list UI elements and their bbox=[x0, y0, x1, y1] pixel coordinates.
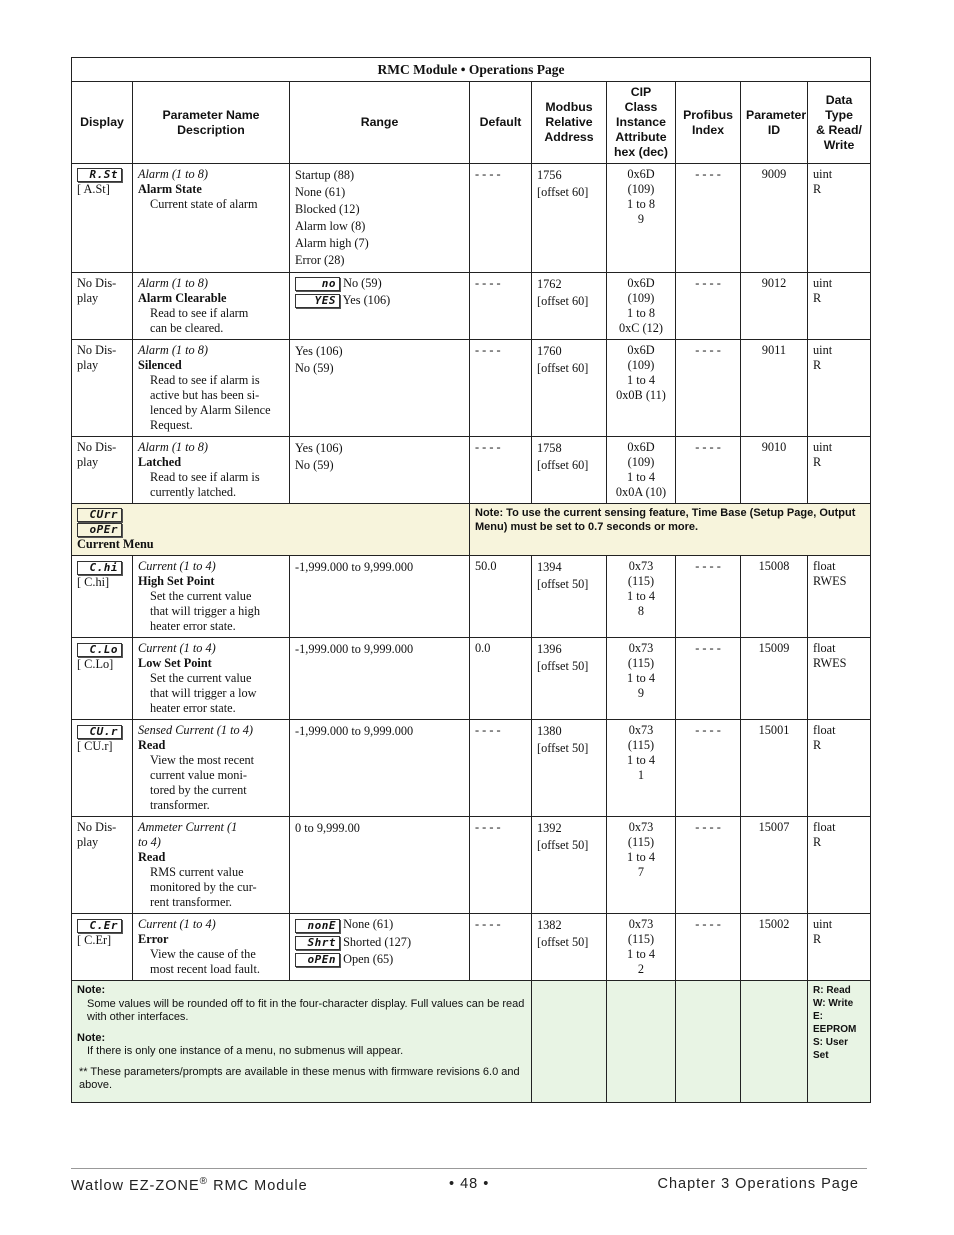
lcd-wrap bbox=[77, 559, 127, 574]
range-text: -1,999.000 to 9,999.000 bbox=[295, 642, 414, 657]
header-profibus-text: Profibus Index bbox=[683, 107, 733, 137]
lcd-wrap bbox=[77, 917, 127, 932]
default-cell: - - - - bbox=[470, 273, 532, 340]
data-type-cell: float RWES bbox=[808, 638, 871, 720]
header-range: Range bbox=[290, 82, 470, 164]
display-cell bbox=[72, 914, 133, 981]
range-text: Startup (88) None (61) Blocked (12) Alarm low (8) Alarm high (7) Error (28) bbox=[295, 168, 369, 267]
range-option-text: Yes (106) bbox=[340, 293, 391, 308]
profibus-cell: - - - - bbox=[676, 720, 741, 817]
range-option bbox=[295, 935, 464, 950]
cip-cell: 0x73 (115) 1 to 4 7 bbox=[607, 817, 676, 914]
param-id-cell: 9011 bbox=[741, 340, 808, 437]
operations-table bbox=[71, 57, 871, 1103]
footer-left bbox=[71, 1176, 308, 1194]
param-cell bbox=[133, 164, 290, 273]
range-cell bbox=[290, 164, 470, 273]
param-desc: Current state of alarm bbox=[150, 197, 258, 211]
param-cell bbox=[133, 273, 290, 340]
display-cell bbox=[72, 437, 133, 504]
display-text: No Dis- play bbox=[77, 276, 117, 305]
header-cip-text: CIP Class Instance Attribute hex (dec) bbox=[614, 85, 668, 159]
range-text: Yes (106) No (59) bbox=[295, 441, 343, 472]
range-text: -1,999.000 to 9,999.000 bbox=[295, 724, 414, 739]
default-cell: - - - - bbox=[470, 340, 532, 437]
param-id-cell: 9009 bbox=[741, 164, 808, 273]
param-context: Alarm (1 to 8) bbox=[138, 440, 209, 454]
lcd-option: oPEn bbox=[295, 953, 340, 967]
param-desc: RMS current value monitored by the cur- rent transformer. bbox=[150, 865, 257, 910]
default-cell: - - - - bbox=[470, 164, 532, 273]
display-cell bbox=[72, 556, 133, 638]
param-name: Low Set Point bbox=[138, 656, 212, 671]
cip-cell: 0x6D (109) 1 to 8 9 bbox=[607, 164, 676, 273]
modbus-cell: 1392 [offset 50] bbox=[532, 817, 607, 914]
range-text: 0 to 9,999.00 bbox=[295, 821, 360, 836]
header-data-type-text: Data Type & Read/ Write bbox=[816, 92, 862, 152]
display-cell bbox=[72, 638, 133, 720]
lcd-wrap bbox=[77, 723, 127, 738]
lcd-curr: CUrr bbox=[77, 508, 122, 522]
range-text: -1,999.000 to 9,999.000 bbox=[295, 560, 414, 575]
cip-cell: 0x73 (115) 1 to 4 9 bbox=[607, 638, 676, 720]
profibus-cell: - - - - bbox=[676, 340, 741, 437]
range-cell bbox=[290, 638, 470, 720]
data-type-cell: uint R bbox=[808, 164, 871, 273]
param-id-cell: 15009 bbox=[741, 638, 808, 720]
footer-brand: Watlow EZ-ZONE bbox=[71, 1177, 200, 1194]
notes-blank-4 bbox=[741, 981, 808, 1103]
lcd-display: C.hi bbox=[77, 561, 122, 575]
header-profibus bbox=[676, 82, 741, 164]
cip-cell: 0x6D (109) 1 to 4 0x0B (11) bbox=[607, 340, 676, 437]
header-default: Default bbox=[470, 82, 532, 164]
default-cell: - - - - bbox=[470, 817, 532, 914]
display-text: [ CU.r] bbox=[77, 738, 113, 753]
modbus-cell: 1762 [offset 60] bbox=[532, 273, 607, 340]
header-data-type bbox=[808, 82, 871, 164]
header-cip bbox=[607, 82, 676, 164]
param-cell bbox=[133, 638, 290, 720]
display-cell bbox=[72, 720, 133, 817]
param-context: Sensed Current (1 to 4) bbox=[138, 723, 253, 738]
param-context: Alarm (1 to 8) bbox=[138, 167, 209, 181]
header-modbus bbox=[532, 82, 607, 164]
param-context: Alarm (1 to 8) bbox=[138, 343, 209, 357]
param-cell bbox=[133, 914, 290, 981]
current-menu-note: Note: To use the current sensing feature, Time Base (Setup Page, Output Menu) must be set to 0.7 seconds or more. bbox=[470, 504, 871, 556]
note3: ** These parameters/prompts are available in these menus with firmware revisions 6.0 and above. bbox=[79, 1065, 520, 1092]
table-row bbox=[72, 556, 871, 638]
note1-body: Some values will be rounded off to fit in the four-character display. Full values can be read with other interfaces. bbox=[87, 997, 525, 1024]
param-name: High Set Point bbox=[138, 574, 215, 589]
profibus-cell: - - - - bbox=[676, 556, 741, 638]
param-id-cell: 9010 bbox=[741, 437, 808, 504]
table-title: RMC Module • Operations Page bbox=[72, 58, 871, 82]
modbus-cell: 1756 [offset 60] bbox=[532, 164, 607, 273]
note2-head: Note: bbox=[77, 1031, 106, 1044]
footer-rule bbox=[71, 1168, 867, 1169]
table-row bbox=[72, 638, 871, 720]
param-desc: Read to see if alarm is currently latched. bbox=[150, 470, 260, 499]
range-cell bbox=[290, 437, 470, 504]
modbus-cell: 1760 [offset 60] bbox=[532, 340, 607, 437]
param-desc: Set the current value that will trigger a high heater error state. bbox=[150, 589, 260, 634]
param-name: Alarm State bbox=[138, 182, 202, 196]
param-cell bbox=[133, 556, 290, 638]
param-context: Alarm (1 to 8) bbox=[138, 276, 209, 290]
profibus-cell: - - - - bbox=[676, 273, 741, 340]
footer-page: • 48 • bbox=[449, 1176, 490, 1192]
default-cell: 50.0 bbox=[470, 556, 532, 638]
range-option-text: Shorted (127) bbox=[340, 934, 412, 949]
param-context: Current (1 to 4) bbox=[138, 559, 216, 574]
param-desc: View the cause of the most recent load fault. bbox=[150, 947, 260, 977]
range-option bbox=[295, 293, 464, 308]
param-id-cell: 15001 bbox=[741, 720, 808, 817]
param-cell bbox=[133, 340, 290, 437]
param-desc: View the most recent current value moni- tored by the current transformer. bbox=[150, 753, 255, 813]
current-menu-label: Current Menu bbox=[77, 537, 154, 552]
lcd-oper: oPEr bbox=[77, 523, 122, 537]
header-param-name-text: Parameter Name Description bbox=[162, 107, 260, 137]
range-cell bbox=[290, 273, 470, 340]
range-cell bbox=[290, 914, 470, 981]
header-modbus-text: Modbus Relative Address bbox=[544, 100, 594, 144]
default-cell: 0.0 bbox=[470, 638, 532, 720]
range-cell bbox=[290, 340, 470, 437]
footer-right: Chapter 3 Operations Page bbox=[657, 1176, 859, 1192]
data-type-cell: uint R bbox=[808, 437, 871, 504]
notes-blank-3 bbox=[676, 981, 741, 1103]
lcd-display: CU.r bbox=[77, 725, 122, 739]
data-type-cell: uint R bbox=[808, 340, 871, 437]
param-context: Ammeter Current (1 to 4) bbox=[138, 820, 238, 850]
profibus-cell: - - - - bbox=[676, 817, 741, 914]
table-row bbox=[72, 437, 871, 504]
lcd-option: YES bbox=[295, 294, 340, 308]
table-row bbox=[72, 817, 871, 914]
profibus-cell: - - - - bbox=[676, 437, 741, 504]
param-name: Silenced bbox=[138, 358, 182, 372]
current-menu-cell bbox=[72, 504, 470, 556]
range-cell bbox=[290, 817, 470, 914]
profibus-cell: - - - - bbox=[676, 164, 741, 273]
lcd-option: nonE bbox=[295, 919, 340, 933]
param-id-cell: 9012 bbox=[741, 273, 808, 340]
param-desc: Set the current value that will trigger a low heater error state. bbox=[150, 671, 257, 716]
header-display: Display bbox=[72, 82, 133, 164]
legend-cell: R: Read W: Write E: EEPROM S: User Set bbox=[808, 981, 871, 1103]
range-cell bbox=[290, 556, 470, 638]
param-cell bbox=[133, 720, 290, 817]
param-cell bbox=[133, 817, 290, 914]
profibus-cell: - - - - bbox=[676, 914, 741, 981]
display-text: No Dis- play bbox=[77, 440, 117, 469]
range-option bbox=[295, 276, 464, 291]
default-cell: - - - - bbox=[470, 914, 532, 981]
range-text: Yes (106) No (59) bbox=[295, 344, 343, 375]
param-cell bbox=[133, 437, 290, 504]
range-cell bbox=[290, 720, 470, 817]
data-type-cell: float R bbox=[808, 720, 871, 817]
note1-head: Note: bbox=[77, 984, 106, 997]
cip-cell: 0x6D (109) 1 to 8 0xC (12) bbox=[607, 273, 676, 340]
param-name: Read bbox=[138, 738, 166, 753]
table-row bbox=[72, 273, 871, 340]
param-name: Latched bbox=[138, 455, 182, 469]
range-option-text: None (61) bbox=[340, 917, 394, 932]
header-param-id bbox=[741, 82, 808, 164]
notes-cell bbox=[72, 981, 532, 1103]
lcd-display: C.Lo bbox=[77, 643, 122, 657]
display-text: [ C.hi] bbox=[77, 574, 110, 589]
display-cell bbox=[72, 340, 133, 437]
footer-rest: RMC Module bbox=[208, 1177, 308, 1194]
param-desc: Read to see if alarm is active but has been si- lenced by Alarm Silence Request. bbox=[150, 373, 271, 432]
param-desc: Read to see if alarm can be cleared. bbox=[150, 306, 249, 335]
modbus-cell: 1380 [offset 50] bbox=[532, 720, 607, 817]
table-row bbox=[72, 340, 871, 437]
range-option-text: Open (65) bbox=[340, 951, 394, 966]
default-cell: - - - - bbox=[470, 720, 532, 817]
cip-cell: 0x73 (115) 1 to 4 1 bbox=[607, 720, 676, 817]
range-option bbox=[295, 917, 464, 932]
range-option bbox=[295, 952, 464, 967]
cip-cell: 0x73 (115) 1 to 4 2 bbox=[607, 914, 676, 981]
cip-cell: 0x6D (109) 1 to 4 0x0A (10) bbox=[607, 437, 676, 504]
param-id-cell: 15007 bbox=[741, 817, 808, 914]
header-param-name bbox=[133, 82, 290, 164]
param-name: Error bbox=[138, 932, 169, 947]
cip-cell: 0x73 (115) 1 to 4 8 bbox=[607, 556, 676, 638]
table-row bbox=[72, 164, 871, 273]
footer-reg: ® bbox=[199, 1176, 209, 1187]
lcd-display: C.Er bbox=[77, 919, 122, 933]
display-cell bbox=[72, 817, 133, 914]
data-type-cell: uint R bbox=[808, 914, 871, 981]
note2-body: If there is only one instance of a menu, no submenus will appear. bbox=[87, 1045, 404, 1058]
notes-blank-2 bbox=[607, 981, 676, 1103]
lcd-wrap bbox=[77, 167, 127, 182]
lcd-option: no bbox=[295, 277, 340, 291]
param-id-cell: 15002 bbox=[741, 914, 808, 981]
param-name: Read bbox=[138, 850, 166, 865]
modbus-cell: 1382 [offset 50] bbox=[532, 914, 607, 981]
display-text: [ C.Er] bbox=[77, 932, 112, 947]
display-cell bbox=[72, 273, 133, 340]
param-context: Current (1 to 4) bbox=[138, 917, 216, 932]
table-row bbox=[72, 914, 871, 981]
lcd-wrap bbox=[77, 641, 127, 656]
lcd-display: R.St bbox=[77, 168, 122, 182]
display-text: No Dis- play bbox=[77, 820, 117, 850]
header-param-id-text: Parameter ID bbox=[746, 107, 807, 137]
param-context: Current (1 to 4) bbox=[138, 641, 216, 656]
param-id-cell: 15008 bbox=[741, 556, 808, 638]
profibus-cell: - - - - bbox=[676, 638, 741, 720]
range-option-text: No (59) bbox=[340, 276, 382, 290]
param-name: Alarm Clearable bbox=[138, 291, 227, 305]
data-type-cell: float RWES bbox=[808, 556, 871, 638]
data-type-cell: float R bbox=[808, 817, 871, 914]
display-text: [ A.St] bbox=[77, 182, 110, 197]
modbus-cell: 1758 [offset 60] bbox=[532, 437, 607, 504]
modbus-cell: 1394 [offset 50] bbox=[532, 556, 607, 638]
modbus-cell: 1396 [offset 50] bbox=[532, 638, 607, 720]
table-row bbox=[72, 720, 871, 817]
lcd-option: Shrt bbox=[295, 936, 340, 950]
display-text: [ C.Lo] bbox=[77, 656, 114, 671]
display-cell bbox=[72, 164, 133, 273]
data-type-cell: uint R bbox=[808, 273, 871, 340]
notes-blank-1 bbox=[532, 981, 607, 1103]
default-cell: - - - - bbox=[470, 437, 532, 504]
display-text: No Dis- play bbox=[77, 343, 117, 372]
